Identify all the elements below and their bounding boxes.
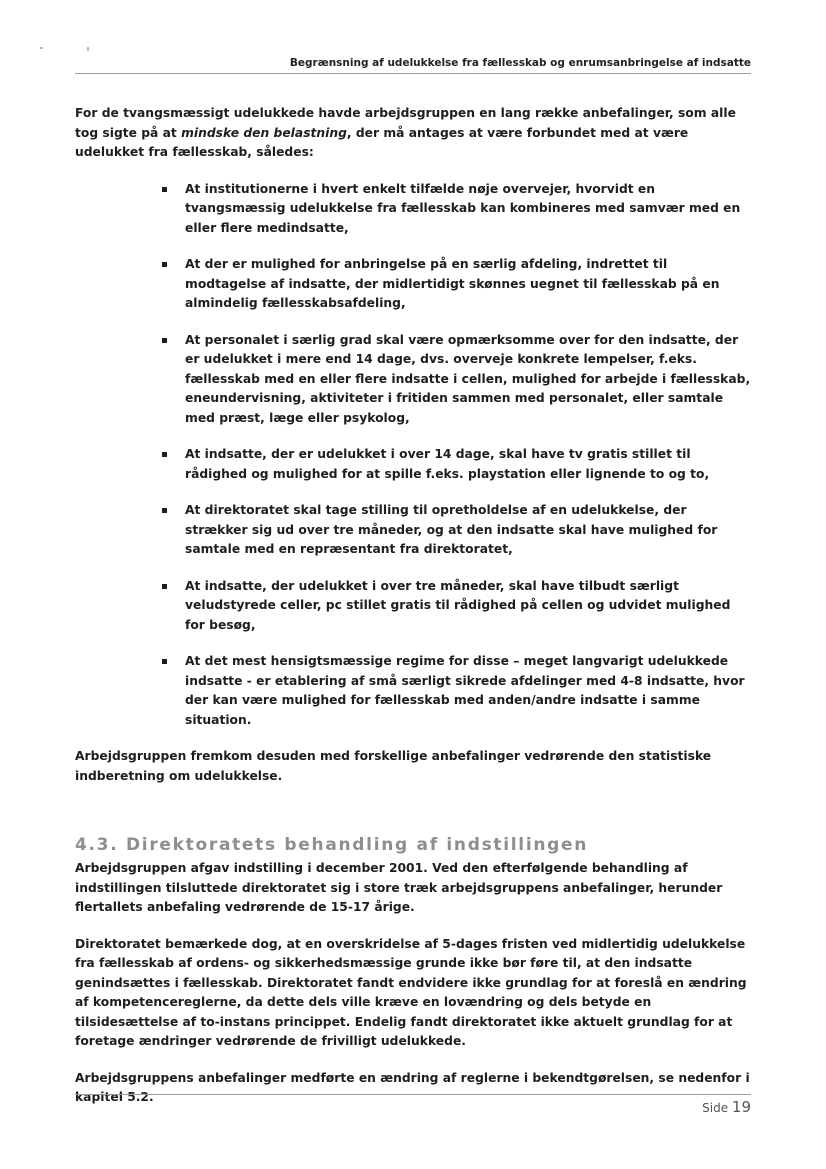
scan-speck: [40, 47, 43, 49]
list-item: At indsatte, der er udelukket i over 14 dage, skal have tv gratis stillet til rådighed og mulighed for at spille f.eks. playstation eller lignende to og to,: [185, 445, 751, 484]
section-paragraph: Arbejdsgruppen afgav indstilling i december 2001. Ved den efterfølgende behandling af indstillingen tilsluttede direktoratet sig i store træk arbejdsgruppens anbefalinger, herunder flertallets anbefaling vedrørende de 15-17 årige.: [75, 861, 723, 914]
main-content: [75, 104, 751, 1108]
list-item: At indsatte, der udelukket i over tre måneder, skal have tilbudt særligt veludstyrede celler, pc stillet gratis til rådighed på cellen og udvidet mulighed for besøg,: [185, 577, 751, 636]
intro-emphasis: mindske den belastning: [181, 125, 347, 140]
paragraph-gap: [75, 918, 751, 935]
scan-speck: [87, 47, 89, 51]
list-item: At det mest hensigtsmæssige regime for disse – meget langvarigt udelukkede indsatte - er etablering af små særligt sikrede afdelinger med 4-8 indsatte, hvor der kan være mulighed for fællesskab med anden/andre indsatte i samme situation.: [185, 652, 751, 730]
list-item: At direktoratet skal tage stilling til opretholdelse af en udelukkelse, der strækker sig ud over tre måneder, og at den indsatte skal have mulighed for samtale med en repræsentant fra direktoratet,: [185, 501, 751, 560]
page-label: Side: [702, 1101, 729, 1115]
intro-text-after: , der må antages at være forbundet med at være udelukket fra fællesskab, således:: [75, 125, 689, 159]
list-item: At institutionerne i hvert enkelt tilfælde nøje overvejer, hvorvidt en tvangsmæssig udelukkelse fra fællesskab kan kombineres med samvær med en eller flere medindsatte,: [185, 180, 751, 239]
page-number-value: 19: [731, 1098, 751, 1116]
section-paragraph: Direktoratet bemærkede dog, at en overskridelse af 5-dages fristen ved midlertidig udelukkelse fra fællesskab af ordens- og sikkerhedsmæssige grunde ikke bør føre til, at den indsatte genindsættes i fællesskab. Direktoratet fandt endvidere ikke grundlag for at foreslå en ændring af kompetencereglerne, da dette dels ville kræve en lovændring og dels betyde en tilsidesættelse af to-instans princippet. Endelig fandt direktoratet ikke aktuelt grundlag for at foretage ændringer vedrørende de frivilligt udelukkede.: [75, 936, 747, 1048]
section-paragraph: Arbejdsgruppens anbefalinger medførte en ændring af reglerne i bekendtgørelsen, se nedenfor i kapitel 5.2.: [75, 1070, 750, 1104]
paragraph-gap: [75, 1052, 751, 1069]
page-number: [600, 1098, 751, 1116]
header-divider: [75, 73, 751, 74]
list-item: At personalet i særlig grad skal være opmærksomme over for den indsatte, der er udelukket i mere end 14 dage, dvs. overveje konkrete lempelser, f.eks. fællesskab med en eller flere indsatte i cellen, mulighed for arbejde i fællesskab, eneundervisning, aktiviteter i fritiden sammen med personalet, eller samtale med præst, læge eller psykolog,: [185, 331, 751, 429]
recommendations-list: [185, 180, 751, 731]
intro-paragraph: [75, 104, 751, 163]
after-list-paragraph: Arbejdsgruppen fremkom desuden med forskellige anbefalinger vedrørende den statistiske indberetning om udelukkelse.: [75, 749, 712, 783]
running-header: Begrænsning af udelukkelse fra fællesskab og enrumsanbringelse af indsatte: [289, 57, 751, 69]
section-heading: 4.3. Direktoratets behandling af indstillingen: [75, 835, 589, 855]
footer-divider: [75, 1094, 751, 1095]
intro-text-before: For de tvangsmæssigt udelukkede havde arbejdsgruppen en lang række anbefalinger, som alle tog sigte på at: [75, 106, 736, 140]
list-item: At der er mulighed for anbringelse på en særlig afdeling, indrettet til modtagelse af indsatte, der midlertidigt skønnes uegnet til fællesskab på en almindelig fællesskabsafdeling,: [185, 255, 751, 314]
